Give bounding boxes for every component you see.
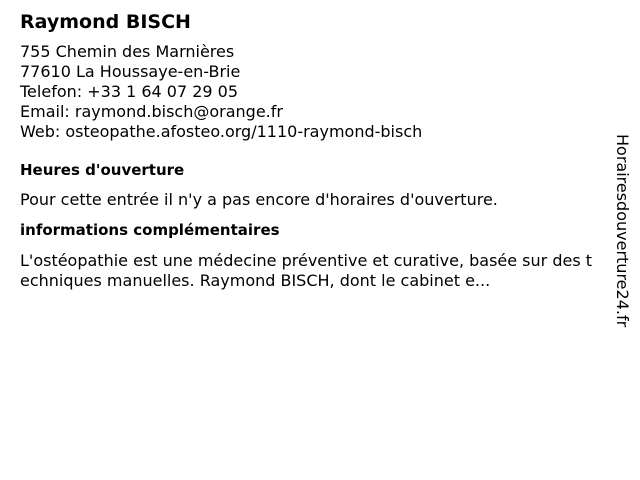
business-name: Raymond BISCH — [20, 11, 191, 33]
street-address: 755 Chemin des Marnières — [20, 42, 235, 61]
phone-number: Telefon: +33 1 64 07 29 05 — [20, 82, 239, 101]
email-address: Email: raymond.bisch@orange.fr — [20, 102, 283, 121]
business-listing — [20, 10, 595, 291]
city-address: 77610 La Houssaye-en-Brie — [20, 62, 241, 81]
website-address: Web: osteopathe.afosteo.org/1110-raymond-bisch — [20, 122, 423, 141]
address-block — [20, 42, 595, 142]
site-brand-vertical: Horairesdouverture24.fr — [613, 134, 632, 328]
hours-text: Pour cette entrée il n'y a pas encore d'horaires d'ouverture. — [20, 190, 498, 209]
info-text: L'ostéopathie est une médecine préventive et curative, basée sur des techniques manuelles. Raymond BISCH, dont le cabinet e... — [20, 251, 593, 290]
hours-heading: Heures d'ouverture — [20, 161, 185, 179]
info-heading: informations complémentaires — [20, 221, 280, 239]
